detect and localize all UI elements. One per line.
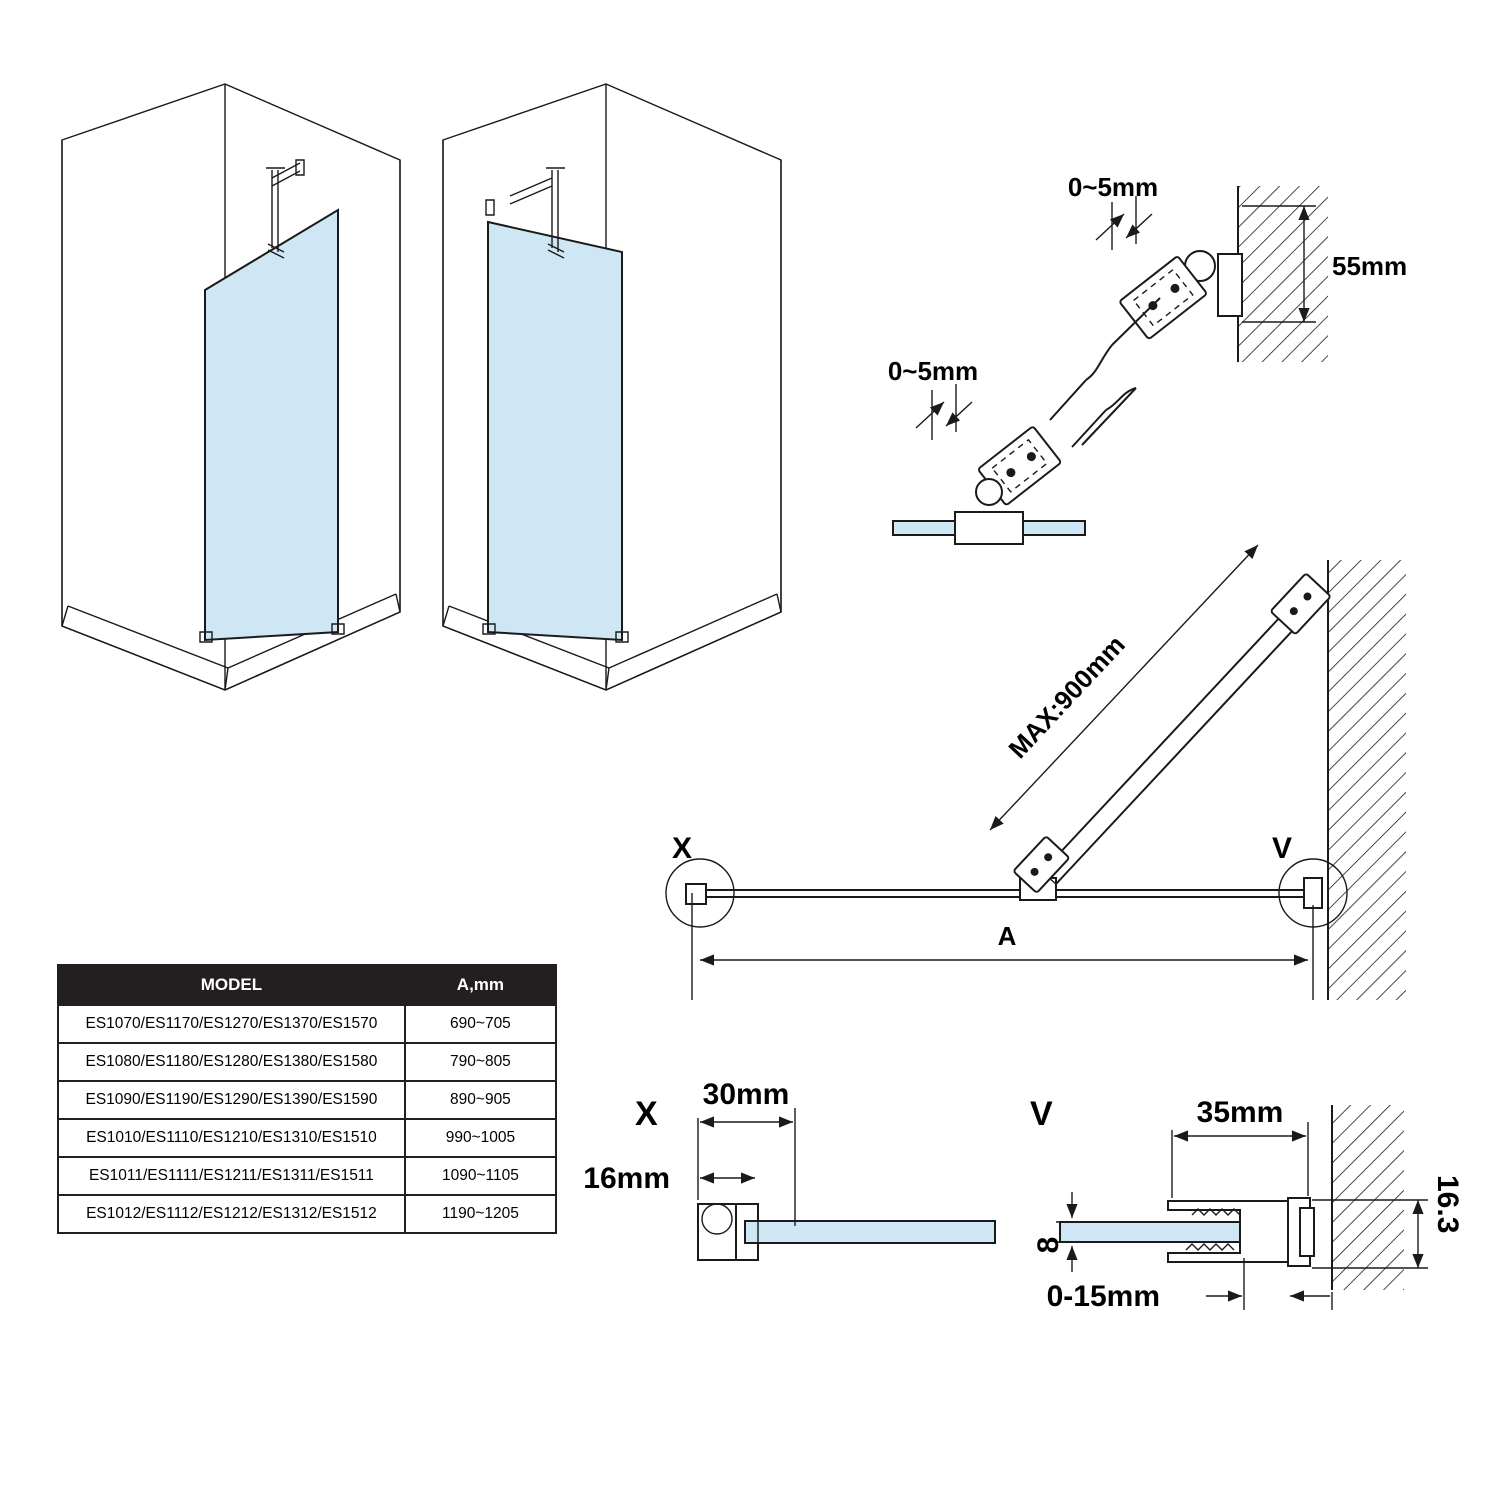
detail-x-glass-end-profile <box>583 1078 995 1260</box>
table-cell-a: 1090~1105 <box>405 1157 556 1195</box>
table-row <box>58 1043 556 1081</box>
table-row <box>58 1119 556 1157</box>
table-cell-model: ES1070/ES1170/ES1270/ES1370/ES1570 <box>58 1005 405 1043</box>
model-dimension-table <box>57 964 557 1234</box>
svg-text:16.3: 16.3 <box>1431 1175 1464 1234</box>
table-row <box>58 1157 556 1195</box>
table-header-row <box>58 965 556 1005</box>
table-cell-model: ES1012/ES1112/ES1212/ES1312/ES1512 <box>58 1195 405 1233</box>
svg-text:0-15mm: 0-15mm <box>1046 1280 1160 1313</box>
shower-enclosure-perspective-right <box>443 84 781 690</box>
shower-enclosure-perspective-left <box>62 84 400 690</box>
svg-text:X: X <box>635 1095 658 1133</box>
detail-v-wall-profile <box>1030 1095 1464 1313</box>
table-cell-model: ES1011/ES1111/ES1211/ES1311/ES1511 <box>58 1157 405 1195</box>
table-cell-model: ES1010/ES1110/ES1210/ES1310/ES1510 <box>58 1119 405 1157</box>
svg-text:V: V <box>1272 832 1293 865</box>
svg-text:55mm: 55mm <box>1332 251 1408 281</box>
svg-text:MAX:900mm: MAX:900mm <box>1002 629 1131 765</box>
table-cell-a: 790~805 <box>405 1043 556 1081</box>
svg-text:16mm: 16mm <box>583 1162 670 1195</box>
svg-text:X: X <box>672 832 693 865</box>
svg-text:0~5mm: 0~5mm <box>1067 172 1159 202</box>
table-cell-model: ES1090/ES1190/ES1290/ES1390/ES1590 <box>58 1081 405 1119</box>
support-bar-wall-bracket-detail <box>888 172 1407 544</box>
table-cell-a: 1190~1205 <box>405 1195 556 1233</box>
table-cell-a: 690~705 <box>405 1005 556 1043</box>
table-row <box>58 1081 556 1119</box>
table-row <box>58 1005 556 1043</box>
svg-text:V: V <box>1030 1095 1053 1133</box>
svg-text:35mm: 35mm <box>1196 1096 1284 1129</box>
svg-text:0~5mm: 0~5mm <box>887 356 979 386</box>
svg-text:30mm: 30mm <box>702 1078 790 1111</box>
table-row <box>58 1195 556 1233</box>
svg-text:A: A <box>997 921 1017 951</box>
svg-text:8: 8 <box>1032 1236 1065 1254</box>
table-header-model: MODEL <box>58 965 405 1005</box>
table-cell-model: ES1080/ES1180/ES1280/ES1380/ES1580 <box>58 1043 405 1081</box>
table-header-a: A,mm <box>405 965 556 1005</box>
table-cell-a: 990~1005 <box>405 1119 556 1157</box>
table-cell-a: 890~905 <box>405 1081 556 1119</box>
